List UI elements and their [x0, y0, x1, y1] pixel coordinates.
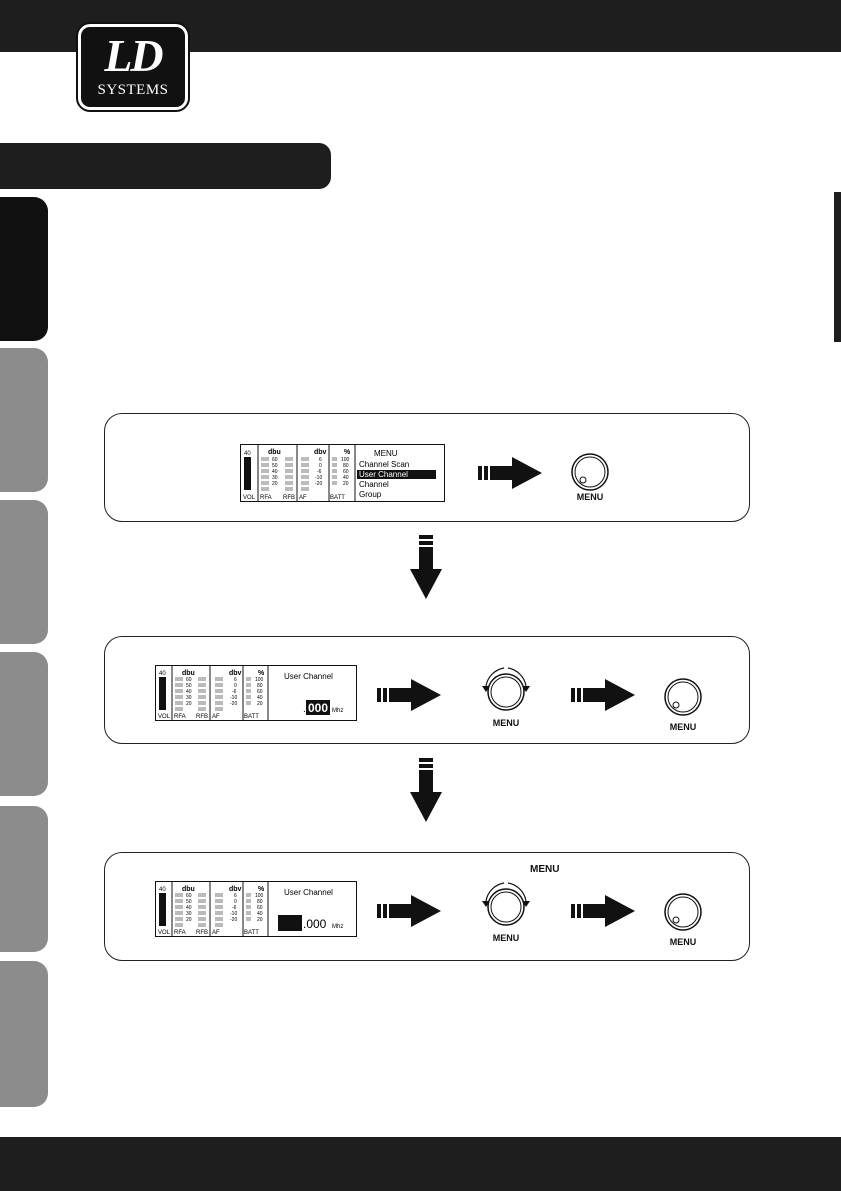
press-dot-icon [673, 917, 679, 923]
svg-text:50: 50 [186, 683, 192, 689]
vol-bar [159, 677, 166, 710]
rfb-meter [285, 457, 293, 491]
rfa-meter [261, 457, 269, 491]
section-heading-bar [0, 143, 331, 189]
svg-text:VOL: VOL [158, 714, 171, 720]
lcd-display-step2 [155, 665, 357, 721]
svg-text:60: 60 [186, 893, 192, 899]
svg-text:VOL: VOL [158, 930, 171, 936]
vol-bar [159, 893, 166, 926]
svg-text:20: 20 [186, 917, 192, 923]
svg-text:20: 20 [257, 701, 263, 707]
arrow-right-icon [377, 893, 443, 929]
menu-knob-press[interactable] [656, 890, 710, 950]
arrow-down-icon [409, 535, 443, 601]
svg-text:-10: -10 [315, 475, 323, 481]
svg-text:dbv: dbv [229, 886, 242, 893]
svg-text:AF: AF [212, 714, 220, 720]
svg-text:dbv: dbv [229, 670, 242, 677]
knob-label: MENU [576, 492, 604, 502]
svg-text:40: 40 [257, 911, 263, 917]
svg-text:80: 80 [257, 683, 263, 689]
svg-text:20: 20 [186, 701, 192, 707]
menu-knob-rotate[interactable] [474, 662, 538, 732]
menu-item-channel[interactable]: Channel [359, 480, 389, 489]
svg-text:0: 0 [319, 463, 322, 469]
svg-text:30: 30 [186, 695, 192, 701]
svg-text:-10: -10 [230, 911, 238, 917]
af-meter [301, 457, 309, 491]
svg-text:AF: AF [299, 495, 307, 501]
svg-text:60: 60 [257, 905, 263, 911]
menu-item-channel-scan[interactable]: Channel Scan [359, 460, 410, 469]
svg-text:dbu: dbu [182, 670, 195, 677]
freq-unit: Mhz [332, 924, 344, 930]
svg-text:-6: -6 [317, 469, 322, 475]
svg-text:20: 20 [272, 481, 278, 487]
svg-text:RFB: RFB [283, 495, 295, 501]
svg-text:100: 100 [341, 457, 350, 463]
svg-text:dbu: dbu [182, 886, 195, 893]
arrow-right-icon [377, 677, 443, 713]
freq-unit: Mhz [332, 708, 344, 714]
dbv-label: dbv [314, 449, 327, 456]
svg-text:40: 40 [159, 887, 166, 893]
menu-item-group[interactable]: Group [359, 490, 382, 499]
svg-text:60: 60 [272, 457, 278, 463]
svg-text:.: . [303, 704, 306, 715]
pct-label: % [344, 449, 351, 456]
svg-text:RFA: RFA [174, 714, 186, 720]
svg-text:20: 20 [343, 481, 349, 487]
footer-bar [0, 1137, 841, 1191]
arrow-right-icon [478, 455, 544, 491]
batt-meter [332, 457, 337, 485]
svg-text:80: 80 [257, 899, 263, 905]
svg-text:RFB: RFB [196, 714, 208, 720]
svg-text:30: 30 [186, 911, 192, 917]
svg-text:40: 40 [272, 469, 278, 475]
svg-text:RFA: RFA [260, 495, 272, 501]
menu-title: MENU [374, 449, 398, 458]
svg-text:20: 20 [257, 917, 263, 923]
side-tab-2[interactable] [0, 348, 48, 492]
svg-text:50: 50 [272, 463, 278, 469]
svg-text:30: 30 [272, 475, 278, 481]
svg-text:AF: AF [212, 930, 220, 936]
svg-text:BATT: BATT [244, 714, 259, 720]
svg-text:%: % [258, 670, 265, 677]
dbu-label: dbu [268, 449, 281, 456]
side-tab-5[interactable] [0, 806, 48, 952]
svg-text:40: 40 [343, 475, 349, 481]
svg-text:RFA: RFA [174, 930, 186, 936]
press-dot-icon [673, 702, 679, 708]
svg-text:VOL: VOL [243, 495, 256, 501]
svg-text:40: 40 [186, 689, 192, 695]
arrow-right-icon [571, 893, 637, 929]
side-tab-1[interactable] [0, 197, 48, 341]
arrow-right-icon [571, 677, 637, 713]
brand-logo [78, 24, 188, 110]
menu-knob-rotate[interactable] [474, 877, 538, 947]
svg-text:100: 100 [255, 677, 264, 683]
svg-text:-10: -10 [230, 695, 238, 701]
svg-text:50: 50 [186, 899, 192, 905]
freq-selection-highlight [278, 915, 302, 931]
svg-text:-6: -6 [232, 689, 237, 695]
lcd-display-step1 [240, 444, 445, 502]
side-tab-6[interactable] [0, 961, 48, 1107]
side-tab-4[interactable] [0, 652, 48, 796]
right-edge-mark [834, 192, 841, 342]
knob-label: MENU [492, 718, 520, 728]
svg-text:60: 60 [186, 677, 192, 683]
screen-title: User Channel [284, 672, 333, 681]
svg-text:6: 6 [319, 457, 322, 463]
svg-text:-20: -20 [230, 701, 238, 707]
svg-text:0: 0 [234, 683, 237, 689]
menu-note-label: MENU [530, 864, 560, 875]
svg-text:-6: -6 [232, 905, 237, 911]
logo-systems-text: SYSTEMS [97, 82, 169, 98]
svg-text:60: 60 [343, 469, 349, 475]
screen-title: User Channel [284, 888, 333, 897]
svg-text:6: 6 [234, 677, 237, 683]
svg-text:6: 6 [234, 893, 237, 899]
svg-text:80: 80 [343, 463, 349, 469]
vol-bar [244, 457, 251, 490]
svg-text:-20: -20 [315, 481, 323, 487]
freq-value: 000 [308, 701, 329, 715]
dbv-scale [315, 457, 322, 487]
dbu-scale [272, 457, 278, 487]
svg-text:0: 0 [234, 899, 237, 905]
menu-item-user-channel[interactable]: User Channel [359, 470, 408, 479]
pct-scale [341, 457, 350, 487]
svg-text:RFB: RFB [196, 930, 208, 936]
logo-ld-text: LD [104, 30, 162, 81]
lcd-display-step3 [155, 881, 357, 937]
svg-text:100: 100 [255, 893, 264, 899]
svg-text:BATT: BATT [244, 930, 259, 936]
menu-knob-press[interactable] [656, 675, 710, 735]
svg-text:-20: -20 [230, 917, 238, 923]
svg-text:BATT: BATT [330, 495, 345, 501]
knob-label: MENU [669, 722, 697, 732]
svg-text:%: % [258, 886, 265, 893]
svg-text:40: 40 [186, 905, 192, 911]
knob-label: MENU [492, 933, 520, 943]
vol-value: 40 [244, 451, 251, 457]
side-tab-3[interactable] [0, 500, 48, 644]
knob-label: MENU [669, 937, 697, 947]
svg-text:40: 40 [159, 671, 166, 677]
arrow-down-icon [409, 758, 443, 824]
press-dot-icon [580, 477, 586, 483]
freq-value: .000 [303, 917, 327, 931]
svg-text:40: 40 [257, 695, 263, 701]
menu-knob-press[interactable] [563, 452, 617, 504]
svg-text:60: 60 [257, 689, 263, 695]
